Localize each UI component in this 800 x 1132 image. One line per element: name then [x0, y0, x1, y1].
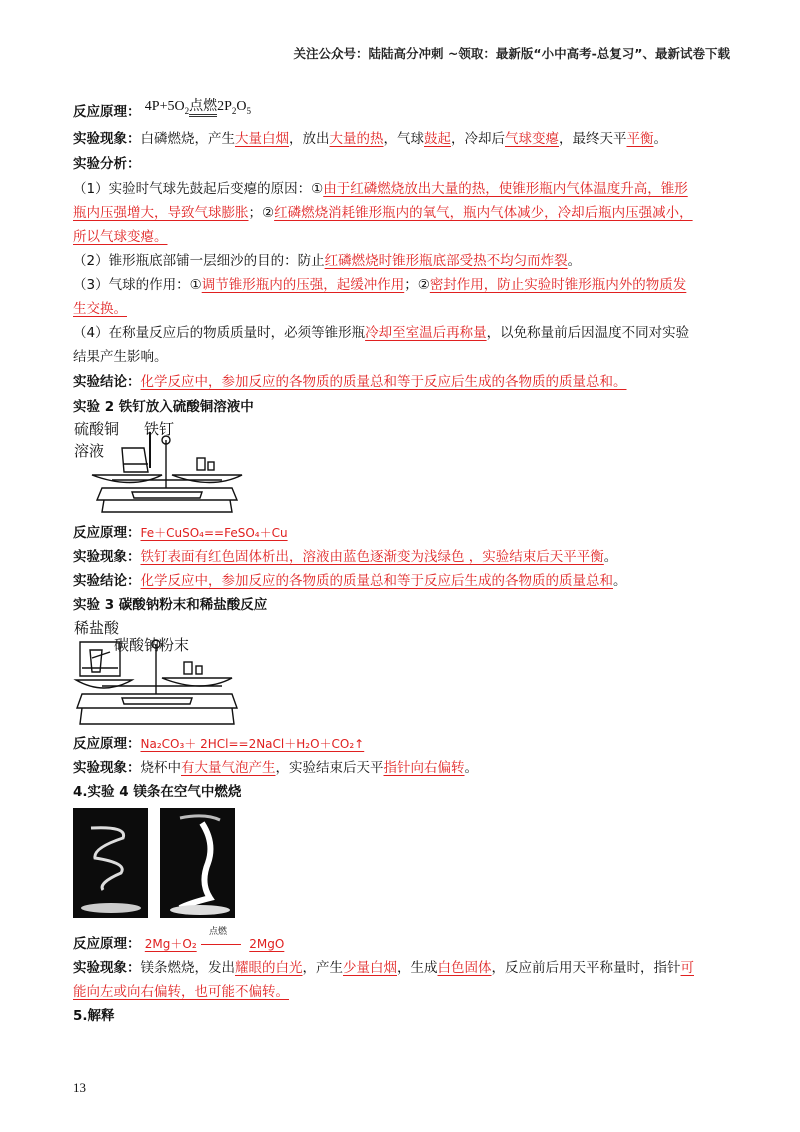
- exp4-title: 4.实验 4 镁条在空气中燃烧: [73, 784, 242, 800]
- exp2-title: 实验 2 铁钉放入硫酸铜溶液中: [73, 399, 254, 415]
- principle-label: 反应原理：: [73, 104, 141, 120]
- exp2-phenomenon: 实验现象：铁钉表面有红色固体析出，溶液由蓝色逐渐变为浅绿色 ，实验结束后天平平衡。: [73, 549, 618, 565]
- exp1-analysis-1c: 所以气球变瘪。: [73, 229, 168, 245]
- mg-ribbon-photo: [73, 808, 148, 918]
- fig3-label-na2co3: 碳酸钠粉末: [114, 636, 190, 654]
- condition: 点燃: [208, 927, 227, 937]
- exp1-principle: [73, 99, 730, 127]
- exp2-principle: 反应原理：Fe＋CuSO₄==FeSO₄＋Cu: [73, 525, 288, 541]
- fig2-label-nail: 铁钉: [144, 420, 175, 438]
- fig2-label-solution: 溶液: [74, 442, 105, 460]
- page-header: 关注公众号：陆陆高分冲刺 ~领取：最新版“小中高考-总复习”、最新试卷下载: [293, 46, 730, 61]
- exp1-phenomenon: 实验现象：白磷燃烧，产生大量白烟，放出大量的热，气球鼓起，冷却后气球变瘪，最终天平平衡。: [73, 131, 667, 147]
- exp1-analysis-3b: 生交换。: [73, 301, 127, 317]
- exp3-principle: 反应原理：Na₂CO₃＋ 2HCl==2NaCl＋H₂O＋CO₂↑: [73, 736, 365, 752]
- exp1-analysis-3a: （3）气球的作用：①调节锥形瓶内的压强，起缓冲作用；②密封作用，防止实验时锥形瓶内外的物质发: [73, 277, 687, 293]
- section5-title: 5.解释: [73, 1008, 115, 1024]
- page-number: 13: [73, 1080, 86, 1095]
- exp1-analysis-2: （2）锥形瓶底部铺一层细沙的目的：防止红磷燃烧时锥形瓶底部受热不均匀而炸裂。: [73, 253, 582, 269]
- fig2-label-cuso4: 硫酸铜: [74, 420, 120, 438]
- exp4-phenomenon-a: 实验现象：镁条燃烧，发出耀眼的白光，产生少量白烟，生成白色固体，反应前后用天平称量时，指针可: [73, 960, 694, 976]
- exp4-principle: 反应原理： 2Mg＋O₂ 点燃 2MgO: [73, 934, 730, 954]
- exp1-analysis-label: 实验分析：: [73, 156, 141, 172]
- exp2-conclusion: 实验结论：化学反应中，参加反应的各物质的质量总和等于反应后生成的各物质的质量总和。: [73, 573, 627, 589]
- balance-diagram-3: [72, 628, 252, 730]
- equation: $4P+5O_2$点燃$2P_2O_5$: [144, 99, 252, 116]
- exp1-analysis-4b: 结果产生影响。: [73, 349, 168, 365]
- exp3-title: 实验 3 碳酸钠粉末和稀盐酸反应: [73, 597, 268, 613]
- exp3-phenomenon: 实验现象：烧杯中有大量气泡产生，实验结束后天平指针向右偏转。: [73, 760, 478, 776]
- mg-burning-photo: [160, 808, 235, 918]
- exp1-analysis-1a: （1）实验时气球先鼓起后变瘪的原因：①由于红磷燃烧放出大量的热，使锥形瓶内气体温度升高，锥形: [73, 181, 688, 197]
- exp1-analysis-1b: 瓶内压强增大，导致气球膨胀；②红磷燃烧消耗锥形瓶内的氧气，瓶内气体减少，冷却后瓶内压强减小，: [73, 205, 693, 221]
- exp1-conclusion: 实验结论：化学反应中，参加反应的各物质的质量总和等于反应后生成的各物质的质量总和。: [73, 374, 627, 390]
- exp4-phenomenon-b: 能向左或向右偏转，也可能不偏转。: [73, 984, 289, 1000]
- fig3-label-hcl: 稀盐酸: [74, 619, 120, 637]
- balance-diagram-2: [72, 420, 252, 520]
- exp1-analysis-4a: （4）在称量反应后的物质质量时，必须等锥形瓶冷却至室温后再称量，以免称量前后因温度不同对实验: [73, 325, 690, 341]
